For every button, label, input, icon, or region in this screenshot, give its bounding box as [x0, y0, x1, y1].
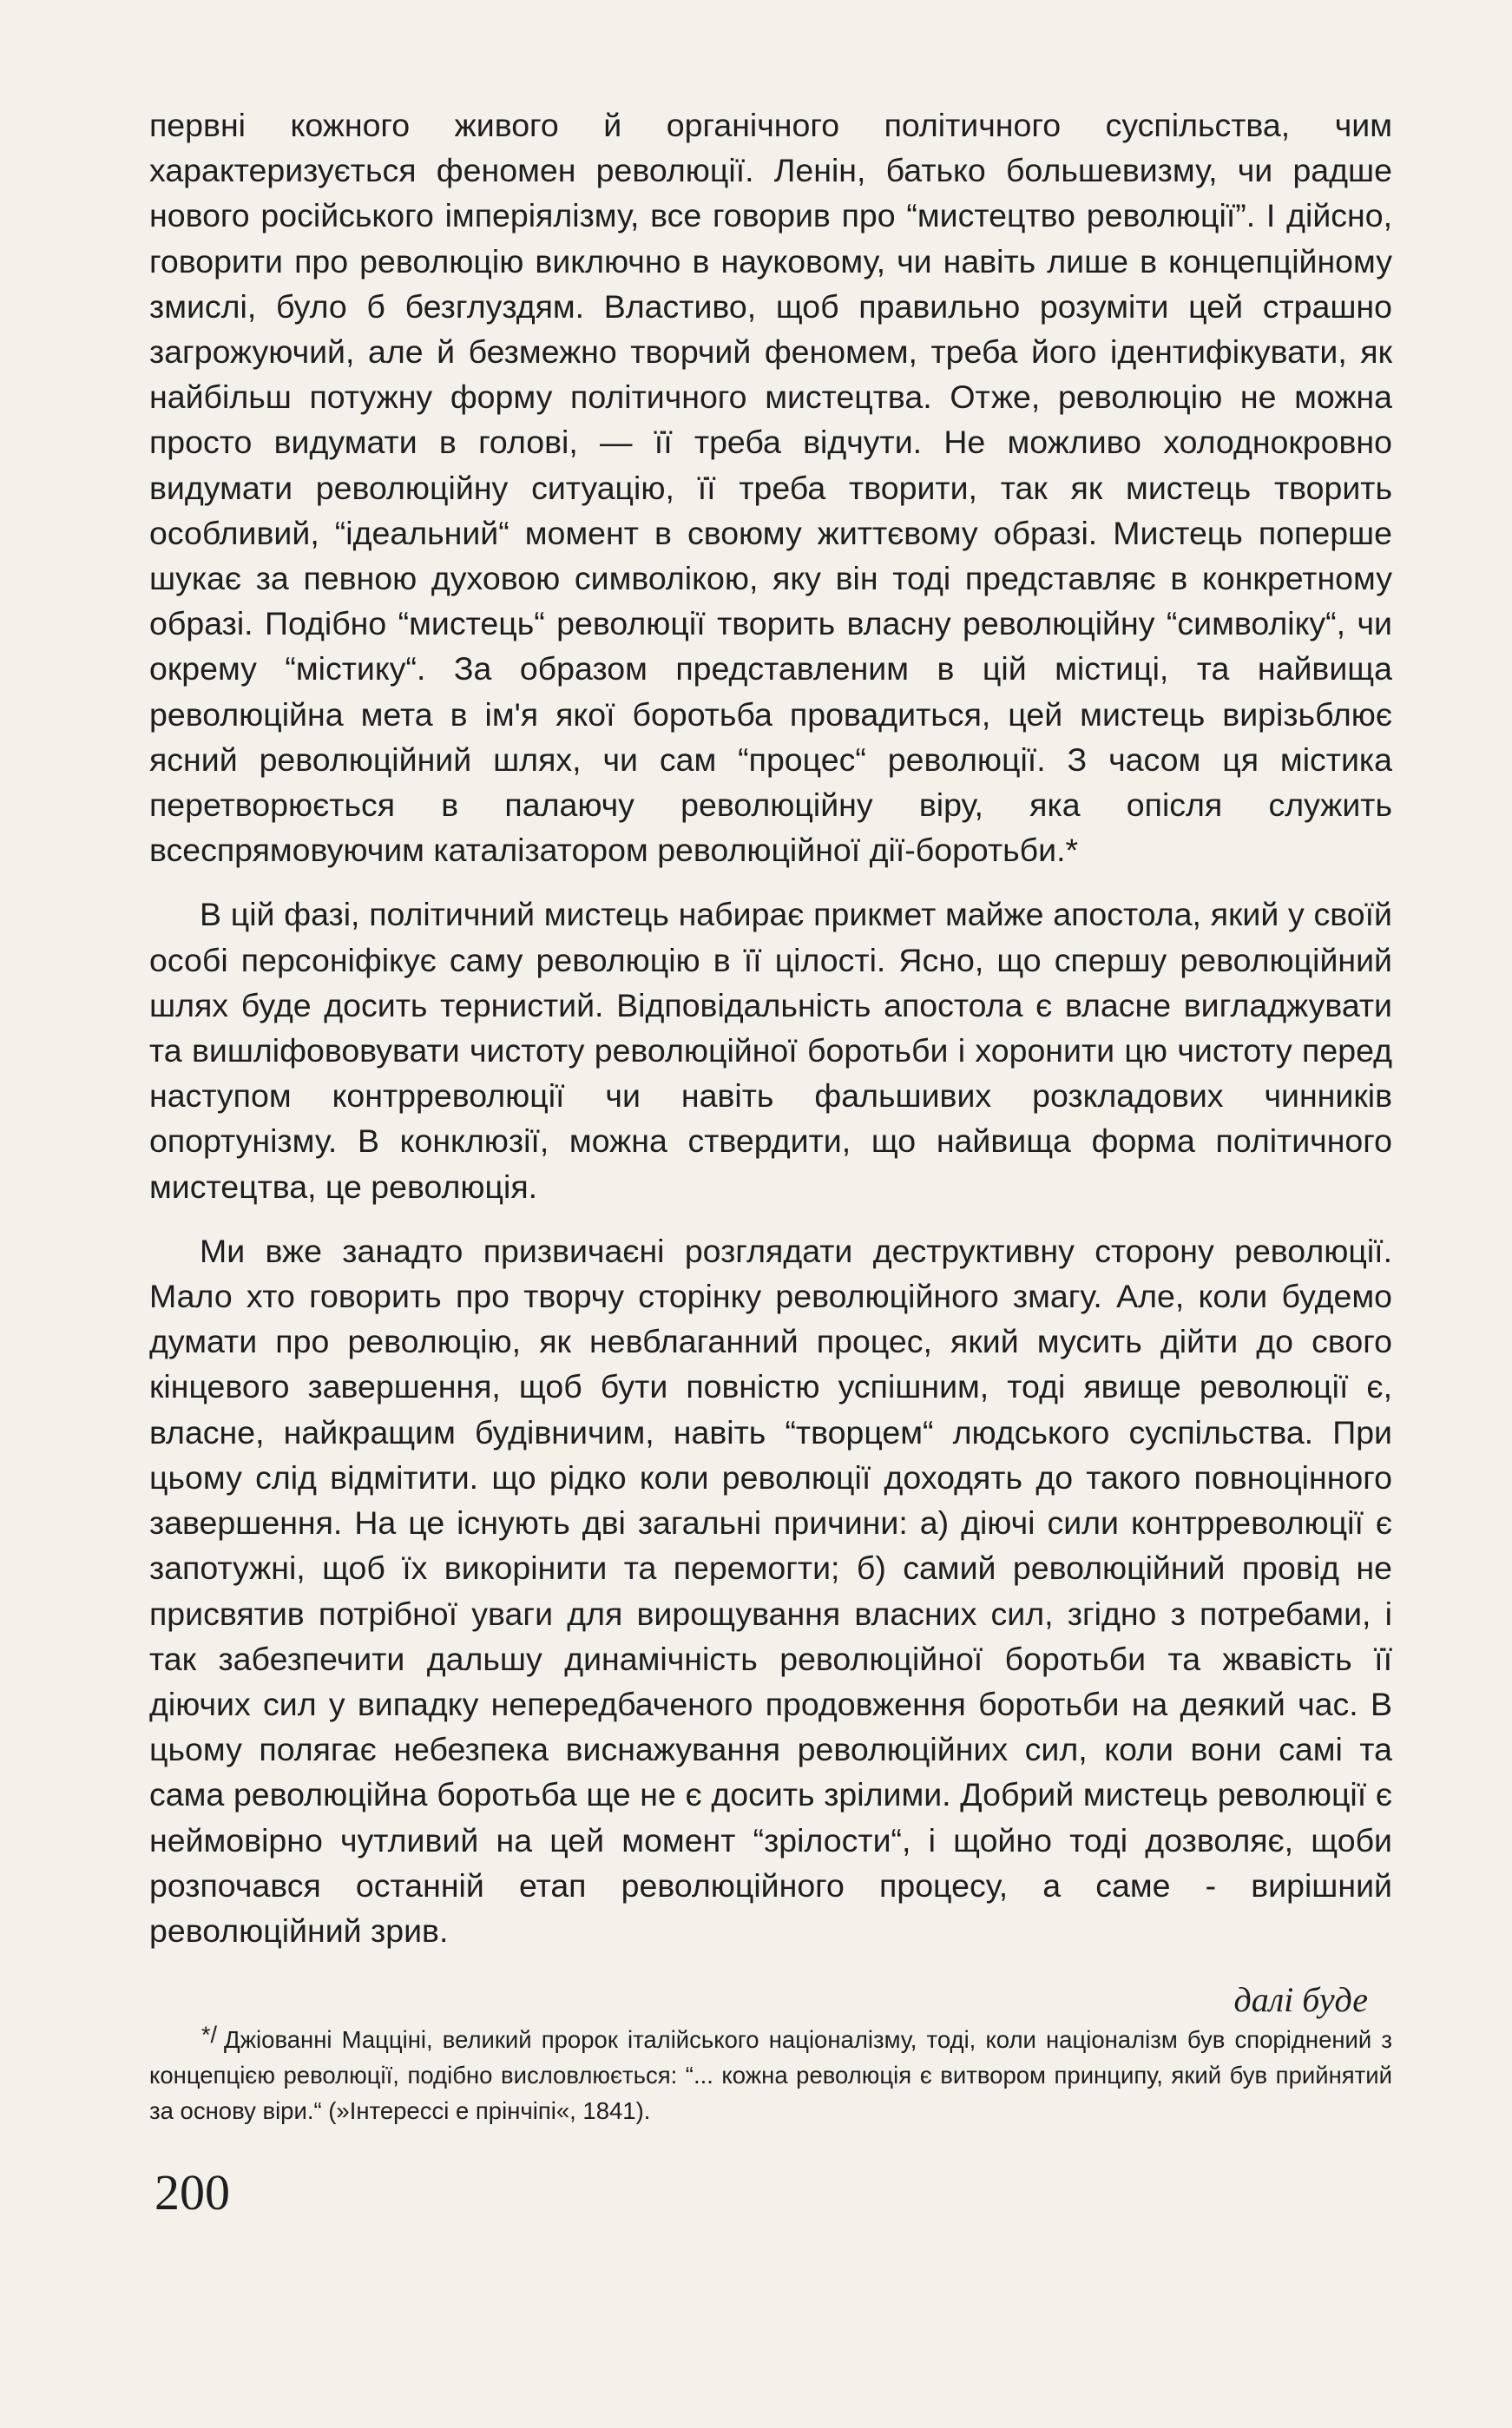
- footnote-text: Джіованні Мацціні, великий пророк італійського націоналізму, тоді, коли націоналізм був споріднений з концепцією революції, подібно висловлюється: “... кожна революція є витвором принципу, який був прийнятий за основу віри.“ (»Інтерессі е прінчіпі«, 1841).: [149, 2026, 1392, 2124]
- page-number: 200: [154, 2164, 230, 2221]
- footnote-marker: */: [201, 2022, 218, 2048]
- paragraph-1: первні кожного живого й органічного політичного суспільства, чим характеризується феномен революції. Ленін, батько большевизму, чи радше нового російського імперіялізму, все говорив про “мистецтво революції”. І дійсно, говорити про революцію виключно в науковому, чи навіть лише в концепційному змислі, було б безглуздям. Властиво, щоб правильно розуміти цей страшно загрожуючий, але й безмежно творчий феномем, треба його ідентифікувати, як найбільш потужну форму політичного мистецтва. Отже, революцію не можна просто видумати в голові, — її треба відчути. Не можливо холоднокровно видумати революційну ситуацію, її треба творити, так як мистець творить особливий, “ідеальний“ момент в своюму життєвому образі. Мистець поперше шукає за певною духовою символікою, яку він тоді представляє в конкретному образі. Подібно “мистець“ революції творить власну революційну “символіку“, чи окрему “містику“. За образом представленим в цій містиці, та найвища революційна мета в ім'я якої боротьба провадиться, цей мистець вирізьблює ясний революційний шлях, чи сам “процес“ революції. З часом ця містика перетворюється в палаючу революційну віру, яка опісля служить всеспрямовуючим каталізатором революційної дії-боротьби.*: [149, 107, 1392, 869]
- paragraph-3: Ми вже занадто призвичаєні розглядати деструктивну сторону революції. Мало хто говорить про творчу сторінку революційного змагу. Але, коли будемо думати про революцію, як невблаганний процес, який мусить дійти до свого кінцевого завершення, щоб бути повністю успішним, тоді явище революції є, власне, найкращим будівничим, навіть “творцем“ людського суспільства. При цьому слід відмітити. що рідко коли революції доходять до такого повноцінного завершення. На це існують дві загальні причини: а) діючі сили контрреволюції є запотужні, щоб їх викорінити та перемогти; б) самий революційний провід не присвятив потрібної уваги для вирощування власних сил, згідно з потребами, і так забезпечити дальшу динамічність революційної боротьби та жвавість її діючих сил у випадку непередбаченого продовження боротьби на деякий час. В цьому полягає небезпека виснажування революційних сил, коли вони самі та сама революційна боротьба ще не є досить зрілими. Добрий мистець революції є неймовірно чутливий на цей момент “зрілости“, і щойно тоді дозволяє, щоби розпочався останній етап революційного процесу, а саме - вирішний революційний зрив.: [149, 1232, 1392, 1949]
- to-be-continued-note: далі буде: [1233, 1980, 1368, 2020]
- paragraph-2: В цій фазі, політичний мистець набирає прикмет майже апостола, який у своїй особі персоніфікує саму революцію в її цілості. Ясно, що спершу революційний шлях буде досить тернистий. Відповідальність апостола є власне вигладжувати та вишліфововувати чистоту революційної боротьби і хоронити цю чистоту перед наступом контрреволюції чи навіть фальшивих розкладових чинників опортунізму. В конклюзії, можна ствердити, що найвища форма політичного мистецтва, це революція.: [149, 896, 1392, 1205]
- footnote: [149, 2017, 1392, 2129]
- main-text: [149, 102, 1392, 2023]
